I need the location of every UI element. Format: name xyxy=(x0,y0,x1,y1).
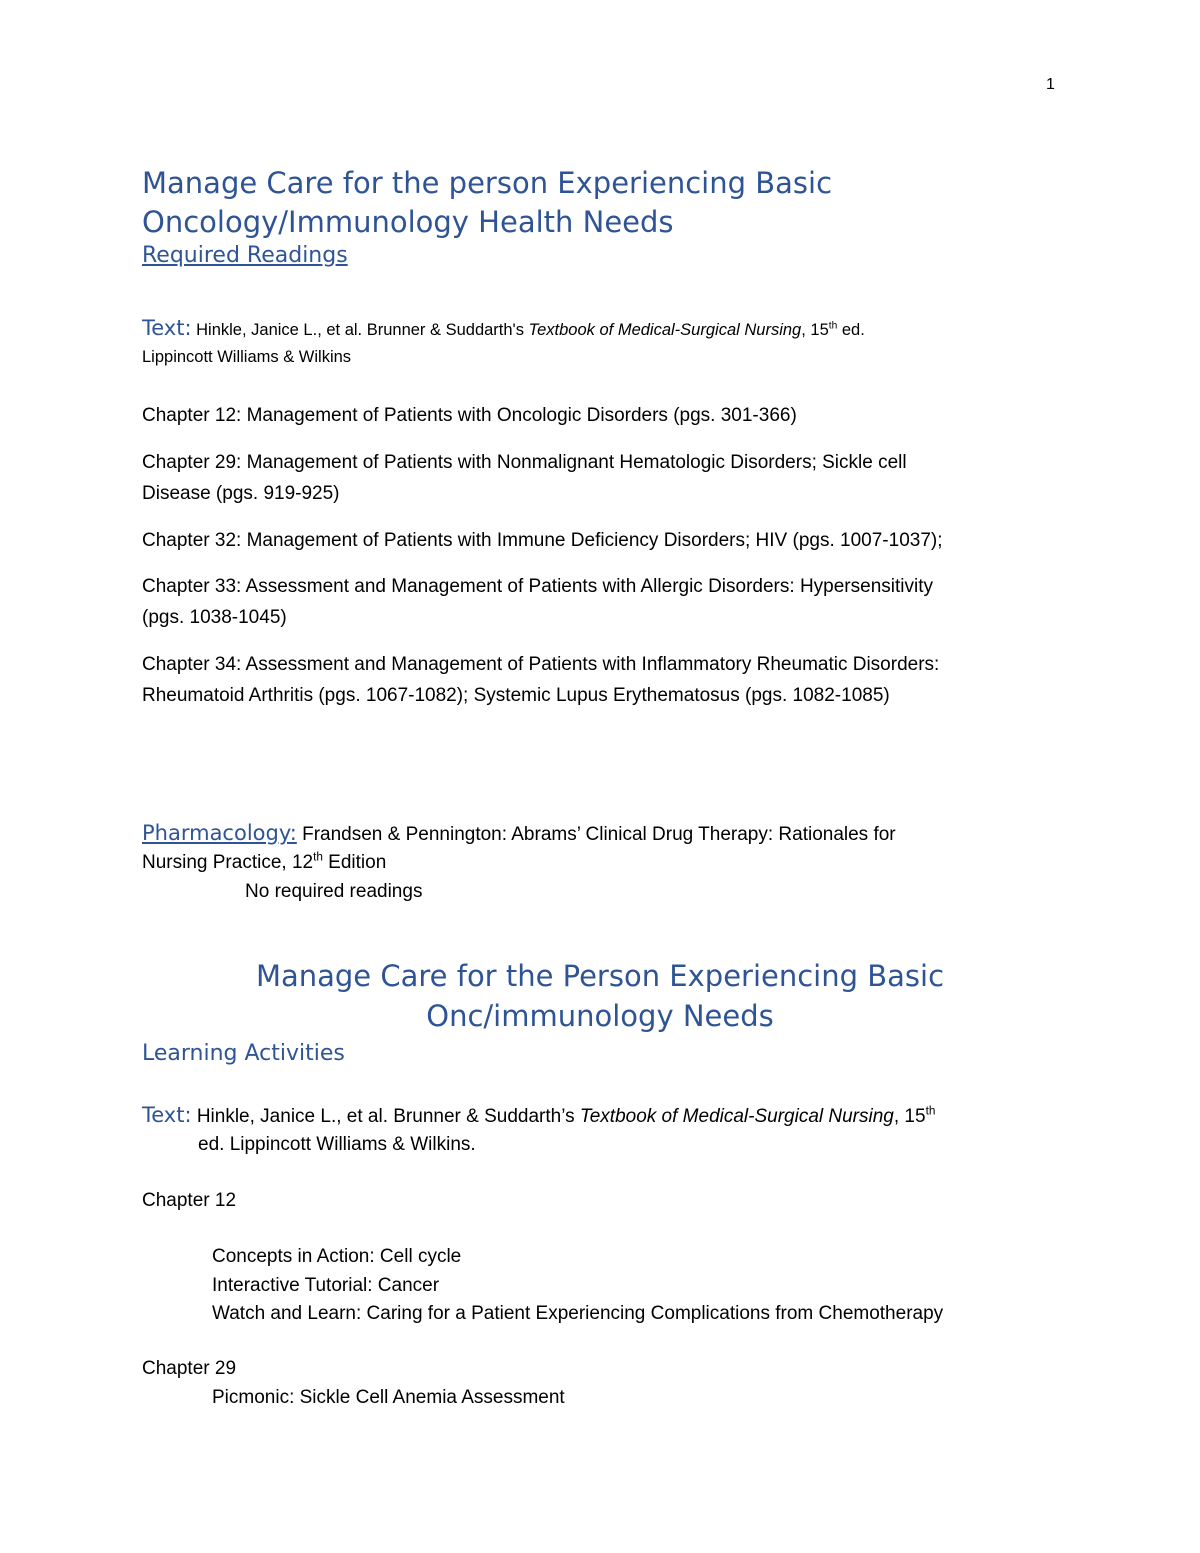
chapter-34-reading-cont: Rheumatoid Arthritis (pgs. 1067-1082); Systemic Lupus Erythematosus (pgs. 1082-1085) xyxy=(142,685,890,706)
text-label: Text: xyxy=(142,316,192,340)
activities-text-label: Text: xyxy=(142,1103,192,1127)
pharmacology-label: Pharmacology: xyxy=(142,821,297,845)
text-ref-part2: , 15 xyxy=(801,321,829,339)
chapter-12-reading: Chapter 12: Management of Patients with Oncologic Disorders (pgs. 301-366) xyxy=(142,405,797,426)
chapter-33-reading: Chapter 33: Assessment and Management of Patients with Allergic Disorders: Hypersensitivity xyxy=(142,576,933,597)
required-readings-heading: Required Readings xyxy=(142,243,348,268)
activity-item: Interactive Tutorial: Cancer xyxy=(212,1275,440,1296)
text-ref-part3: ed. xyxy=(837,321,865,339)
activities-text-ref-part1: Hinkle, Janice L., et al. Brunner & Suddarth’s xyxy=(191,1106,580,1127)
activities-text-ref-sup: th xyxy=(925,1104,936,1118)
chapter-34-reading: Chapter 34: Assessment and Management of Patients with Inflammatory Rheumatic Disorders: xyxy=(142,654,940,675)
page-number: 1 xyxy=(1046,76,1055,93)
activities-text-reference-line2: ed. Lippincott Williams & Wilkins. xyxy=(198,1134,476,1155)
activity-item: Concepts in Action: Cell cycle xyxy=(212,1246,462,1267)
activities-chapter-29-heading: Chapter 29 xyxy=(142,1358,237,1379)
pharm-ref-line2a: Nursing Practice, 12 xyxy=(142,852,314,873)
chapter-32-reading: Chapter 32: Management of Patients with Immune Deficiency Disorders; HIV (pgs. 1007-1037); xyxy=(142,530,943,551)
learning-activities-heading: Learning Activities xyxy=(142,1041,345,1066)
section1-title-line1: Manage Care for the person Experiencing Basic xyxy=(142,166,833,200)
text-ref-part1: Hinkle, Janice L., et al. Brunner & Suddarth's xyxy=(191,321,529,339)
pharm-ref-line1: Frandsen & Pennington: Abrams’ Clinical Drug Therapy: Rationales for xyxy=(296,824,896,845)
activity-item: Picmonic: Sickle Cell Anemia Assessment xyxy=(212,1387,565,1408)
pharmacology-reference-line1 xyxy=(142,821,896,846)
activities-chapter-12-heading: Chapter 12 xyxy=(142,1190,237,1211)
chapter-33-reading-cont: (pgs. 1038-1045) xyxy=(142,607,287,628)
activities-text-ref-part2: , 15 xyxy=(893,1106,926,1127)
text-ref-sup: th xyxy=(828,320,838,332)
section2-title-line2: Onc/immunology Needs xyxy=(426,999,774,1033)
pharmacology-reference-line2 xyxy=(142,852,386,874)
activity-item: Watch and Learn: Caring for a Patient Experiencing Complications from Chemotherapy xyxy=(212,1303,944,1324)
chapter-29-reading: Chapter 29: Management of Patients with Nonmalignant Hematologic Disorders; Sickle cell xyxy=(142,452,907,473)
pharmacology-note: No required readings xyxy=(245,881,423,902)
section2-title-line1: Manage Care for the Person Experiencing Basic xyxy=(255,959,945,993)
activities-text-ref-title: Textbook of Medical-Surgical Nursing xyxy=(579,1106,894,1127)
section1-title-line2: Oncology/Immunology Health Needs xyxy=(142,205,674,239)
pharm-ref-line2b: Edition xyxy=(322,852,387,873)
text-reference-line2: Lippincott Williams & Wilkins xyxy=(142,348,352,366)
chapter-29-reading-cont: Disease (pgs. 919-925) xyxy=(142,483,340,504)
text-ref-title: Textbook of Medical-Surgical Nursing xyxy=(528,321,802,339)
activities-text-reference-line1 xyxy=(142,1103,935,1128)
pharm-ref-sup: th xyxy=(313,850,323,864)
text-reference-line1 xyxy=(142,316,865,340)
